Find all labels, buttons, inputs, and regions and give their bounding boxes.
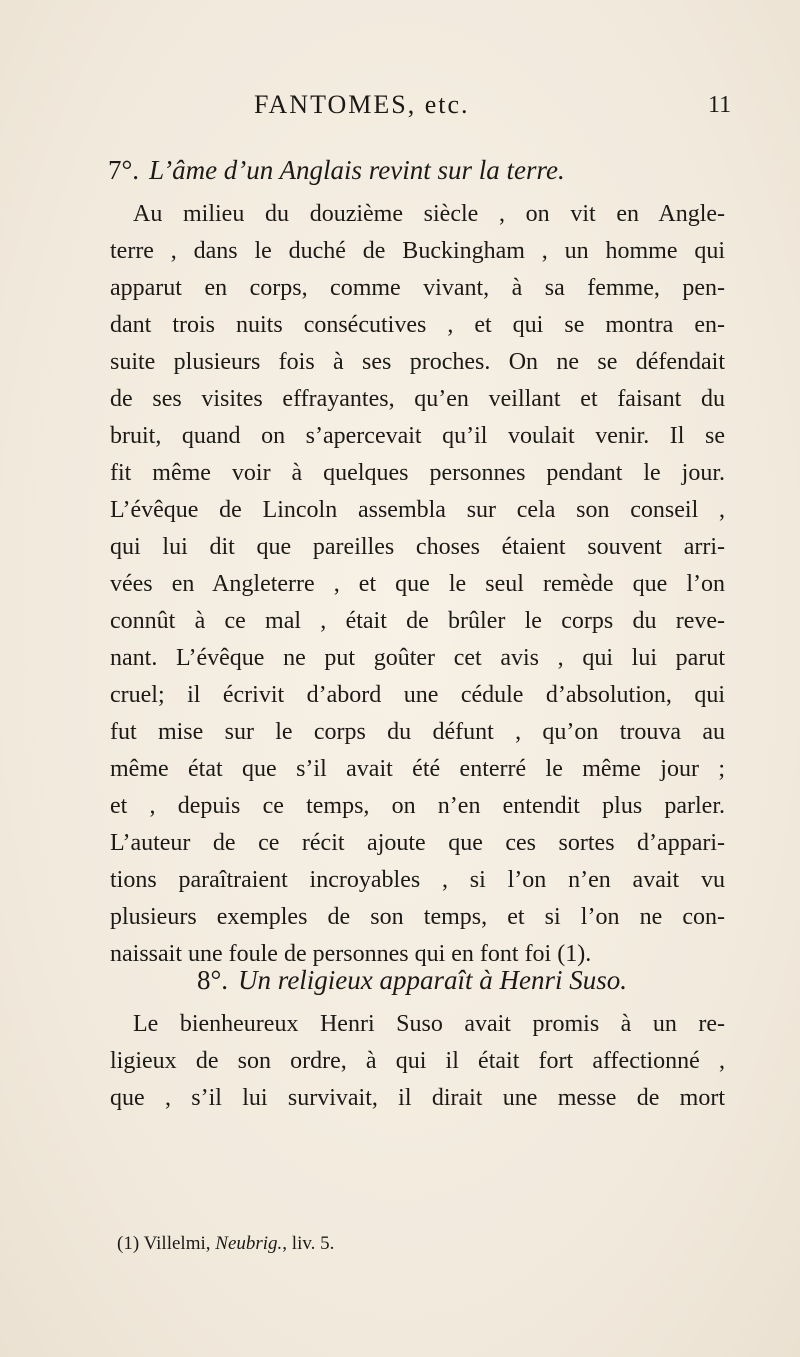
text-line: fut mise sur le corps du défunt , qu’on trouva au — [110, 719, 725, 745]
text-line: et , depuis ce temps, on n’en entendit plus parler. — [110, 793, 725, 819]
running-title: FANTOMES, etc. — [254, 90, 470, 119]
section-number: 7°. — [108, 155, 140, 185]
text-line: vées en Angleterre , et que le seul remède que l’on — [110, 571, 725, 597]
text-line: suite plusieurs fois à ses proches. On ne se défendait — [110, 349, 725, 375]
section-title: Un religieux apparaît à Henri Suso. — [238, 965, 628, 995]
text-line: terre , dans le duché de Buckingham , un homme qui — [110, 238, 725, 264]
text-line: ligieux de son ordre, à qui il était fort affectionné , — [110, 1048, 725, 1074]
text-line: bruit, quand on s’apercevait qu’il voulait venir. Il se — [110, 423, 725, 449]
text-line: que , s’il lui survivait, il dirait une messe de mort — [110, 1085, 725, 1111]
text-line: qui lui dit que pareilles choses étaient souvent arri- — [110, 534, 725, 560]
text-line: plusieurs exemples de son temps, et si l’on ne con- — [110, 904, 725, 930]
text-line: nant. L’évêque ne put goûter cet avis , qui lui parut — [110, 645, 725, 671]
text-line: L’évêque de Lincoln assembla sur cela son conseil , — [110, 497, 725, 523]
footnote — [117, 1233, 334, 1255]
text-line: L’auteur de ce récit ajoute que ces sortes d’appari- — [110, 830, 725, 856]
text-line: tions paraîtraient incroyables , si l’on n’en avait vu — [110, 867, 725, 893]
text-line: de ses visites effrayantes, qu’en veillant et faisant du — [110, 386, 725, 412]
footnote-author: Villelmi, — [143, 1233, 211, 1254]
text-line: Le bienheureux Henri Suso avait promis à un re- — [133, 1011, 725, 1037]
running-head — [0, 90, 800, 130]
footnote-marker: (1) — [117, 1233, 140, 1254]
text-line: fit même voir à quelques personnes pendant le jour. — [110, 460, 725, 486]
text-line: même état que s’il avait été enterré le même jour ; — [110, 756, 725, 782]
footnote-work: Neubrig. — [215, 1233, 283, 1254]
text-line: naissait une foule de personnes qui en font foi (1). — [110, 941, 592, 967]
section-number: 8°. — [197, 965, 229, 995]
text-line: dant trois nuits consécutives , et qui se montra en- — [110, 312, 725, 338]
text-line: cruel; il écrivit d’abord une cédule d’absolution, qui — [110, 682, 725, 708]
page-number: 11 — [708, 92, 732, 118]
text-line: apparut en corps, comme vivant, à sa femme, pen- — [110, 275, 725, 301]
section-title: L’âme d’un Anglais revint sur la terre. — [149, 155, 565, 185]
section-heading-8 — [197, 965, 797, 996]
section-heading-7 — [108, 155, 708, 186]
text-line: Au milieu du douzième siècle , on vit en Angle- — [133, 201, 725, 227]
footnote-ref: , liv. 5. — [282, 1233, 335, 1254]
text-line: connût à ce mal , était de brûler le corps du reve- — [110, 608, 725, 634]
